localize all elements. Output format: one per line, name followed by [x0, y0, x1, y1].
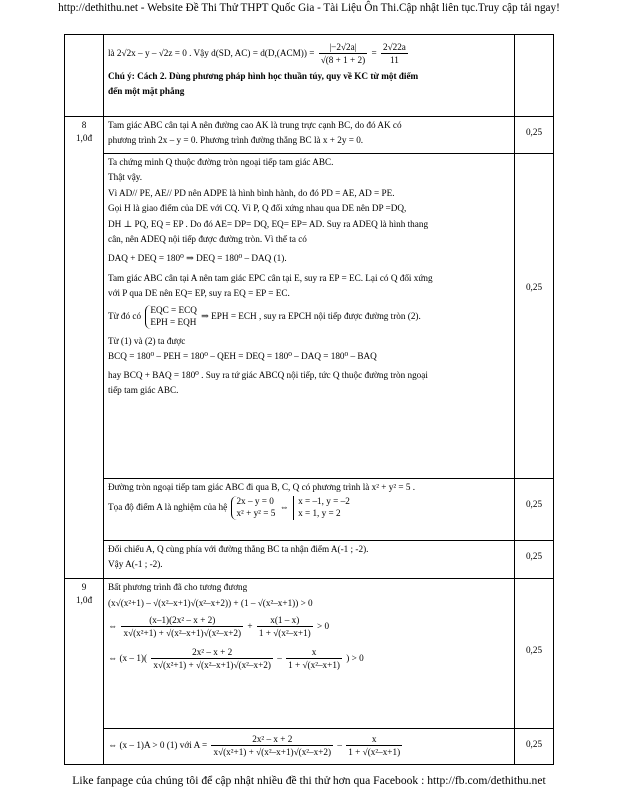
table-row: ⇔ (x – 1)A > 0 (1) với A = $\frac{\text{2x² – x + 2}}{\text{x√(x²+1) + √(x²–x+1)√(x²–x+2)}}$ – $\frac{x}{\text{1 + √(x²–x+1)}}$ 0,25 [65, 729, 554, 765]
question-number-cell [65, 117, 104, 579]
table-row: 9 1,0đ Bất phương trình đã cho tương đương (x√(x²+1) – √(x²–x+1)√(x²–x+2)) + (1 – √(x²–x+1)) > 0 ⇔ $\frac{\text{(x–1)(2x² – x + 2)}}{\text{x√(x²+1) + √(x²–x+1)√(x²–x+2)}}$ + $\frac{x(1 - x)}{\text{1 + √(x²–x+1)}}$ > 0 ⇔ (x – 1)( $\frac{\text{2x² – x + 2}}{\text{x√(x²+1) + √(x²–x+1)√(x²–x+2)}}$ – $\frac{x}{\text{1 + √(x²–x+1)}}$ ) > 0 0,25 [65, 579, 554, 729]
question-number-cell [65, 579, 104, 765]
score: 0,25 [525, 739, 543, 749]
score: 0,25 [525, 499, 543, 509]
question-points: 1,0đ [75, 133, 93, 143]
page-header: http://dethithu.net - Website Đề Thi Thử THPT Quốc Gia - Tài Liệu Ôn Thi.Cập nhật liên tục.Truy cập tải ngay! [58, 2, 560, 14]
question-points: 1,0đ [75, 595, 93, 605]
table-row: là 2√2x – y – √2z = 0 . Vậy d(SD, AC) = d(D,(ACM)) = $\frac{|-2√2a|}{√(8 + 1 + 2)}$ = $\frac{2√22a}{11}$ Chú ý: Cách 2. Dùng phương pháp hình học thuần túy, quy về KC từ một điểm đến một mặt phẳng [65, 35, 554, 117]
question-number: 8 [81, 120, 87, 130]
note-line: đến một mặt phẳng [108, 86, 185, 97]
score: 0,25 [525, 127, 543, 137]
note-line: Chú ý: Cách 2. Dùng phương pháp hình học thuần túy, quy về KC từ một điểm [108, 70, 419, 81]
table-row: Ta chứng minh Q thuộc đường tròn ngoại tiếp tam giác ABC. Thật vậy. Vì AD// PE, AE// PD nên ADPE là hình bình hành, do đó PD = AE, AD = PE. Gọi H là giao điểm của DE với CQ. Vì P, Q đối xứng nhau qua DE nên DP =DQ, DH ⊥ PQ, EQ = EP . Do đó AE= DP= DQ, EQ= EP= AD. Suy ra ADEQ là hình thang cân, nên ADEQ nội tiếp được đường tròn. Vì thế ta có DAQ + DEQ = 180⁰ ⇒ DEQ = 180⁰ – DAQ (1). Tam giác ABC cân tại A nên tam giác EPC cân tại E, suy ra EP = EC. Lại có Q đối xứng với P qua DE nên EQ= EP, suy ra EQ = EP = EC. Từ đó có EQC = ECQ EPH = EQH ⇒ EPH = ECH , suy ra EPCH nội tiếp được đường tròn (2). Từ (1) và (2) ta được BCQ = 180⁰ – PEH = 180⁰ – QEH = DEQ = 180⁰ – DAQ = 180⁰ – BAQ hay BCQ + BAQ = 180⁰ . Suy ra tứ giác ABCQ nội tiếp, tức Q thuộc đường tròn ngoại tiếp tam giác ABC. 0,25 [65, 154, 554, 479]
score: 0,25 [525, 645, 543, 655]
table-row: 8 1,0đ Tam giác ABC cân tại A nên đường cao AK là trung trực cạnh BC, do đó AK có phương trình 2x – y = 0. Phương trình đường thẳng BC là x + 2y = 0. 0,25 [65, 117, 554, 154]
score: 0,25 [525, 282, 543, 292]
question-number: 9 [81, 582, 87, 592]
page-footer: Like fanpage của chúng tôi để cập nhật nhiều đề thi thử hơn qua Facebook : http://fb.com/dethithu.net [72, 774, 546, 787]
table-row: Đường tròn ngoại tiếp tam giác ABC đi qua B, C, Q có phương trình là x² + y² = 5 . Tọa độ điểm A là nghiệm của hệ 2x – y = 0 x² + y² = 5 ⇔ x = –1, y = –2 x = 1, y = 2 0,25 [65, 479, 554, 541]
score: 0,25 [525, 551, 543, 561]
solution-table [64, 34, 554, 765]
table-row: Đối chiếu A, Q cùng phía với đường thẳng BC ta nhận điểm A(-1 ; -2). Vậy A(-1 ; -2). 0,25 [65, 541, 554, 579]
distance-formula: là 2√2x – y – √2z = 0 . Vậy d(SD, AC) = d(D,(ACM)) = [108, 48, 315, 59]
